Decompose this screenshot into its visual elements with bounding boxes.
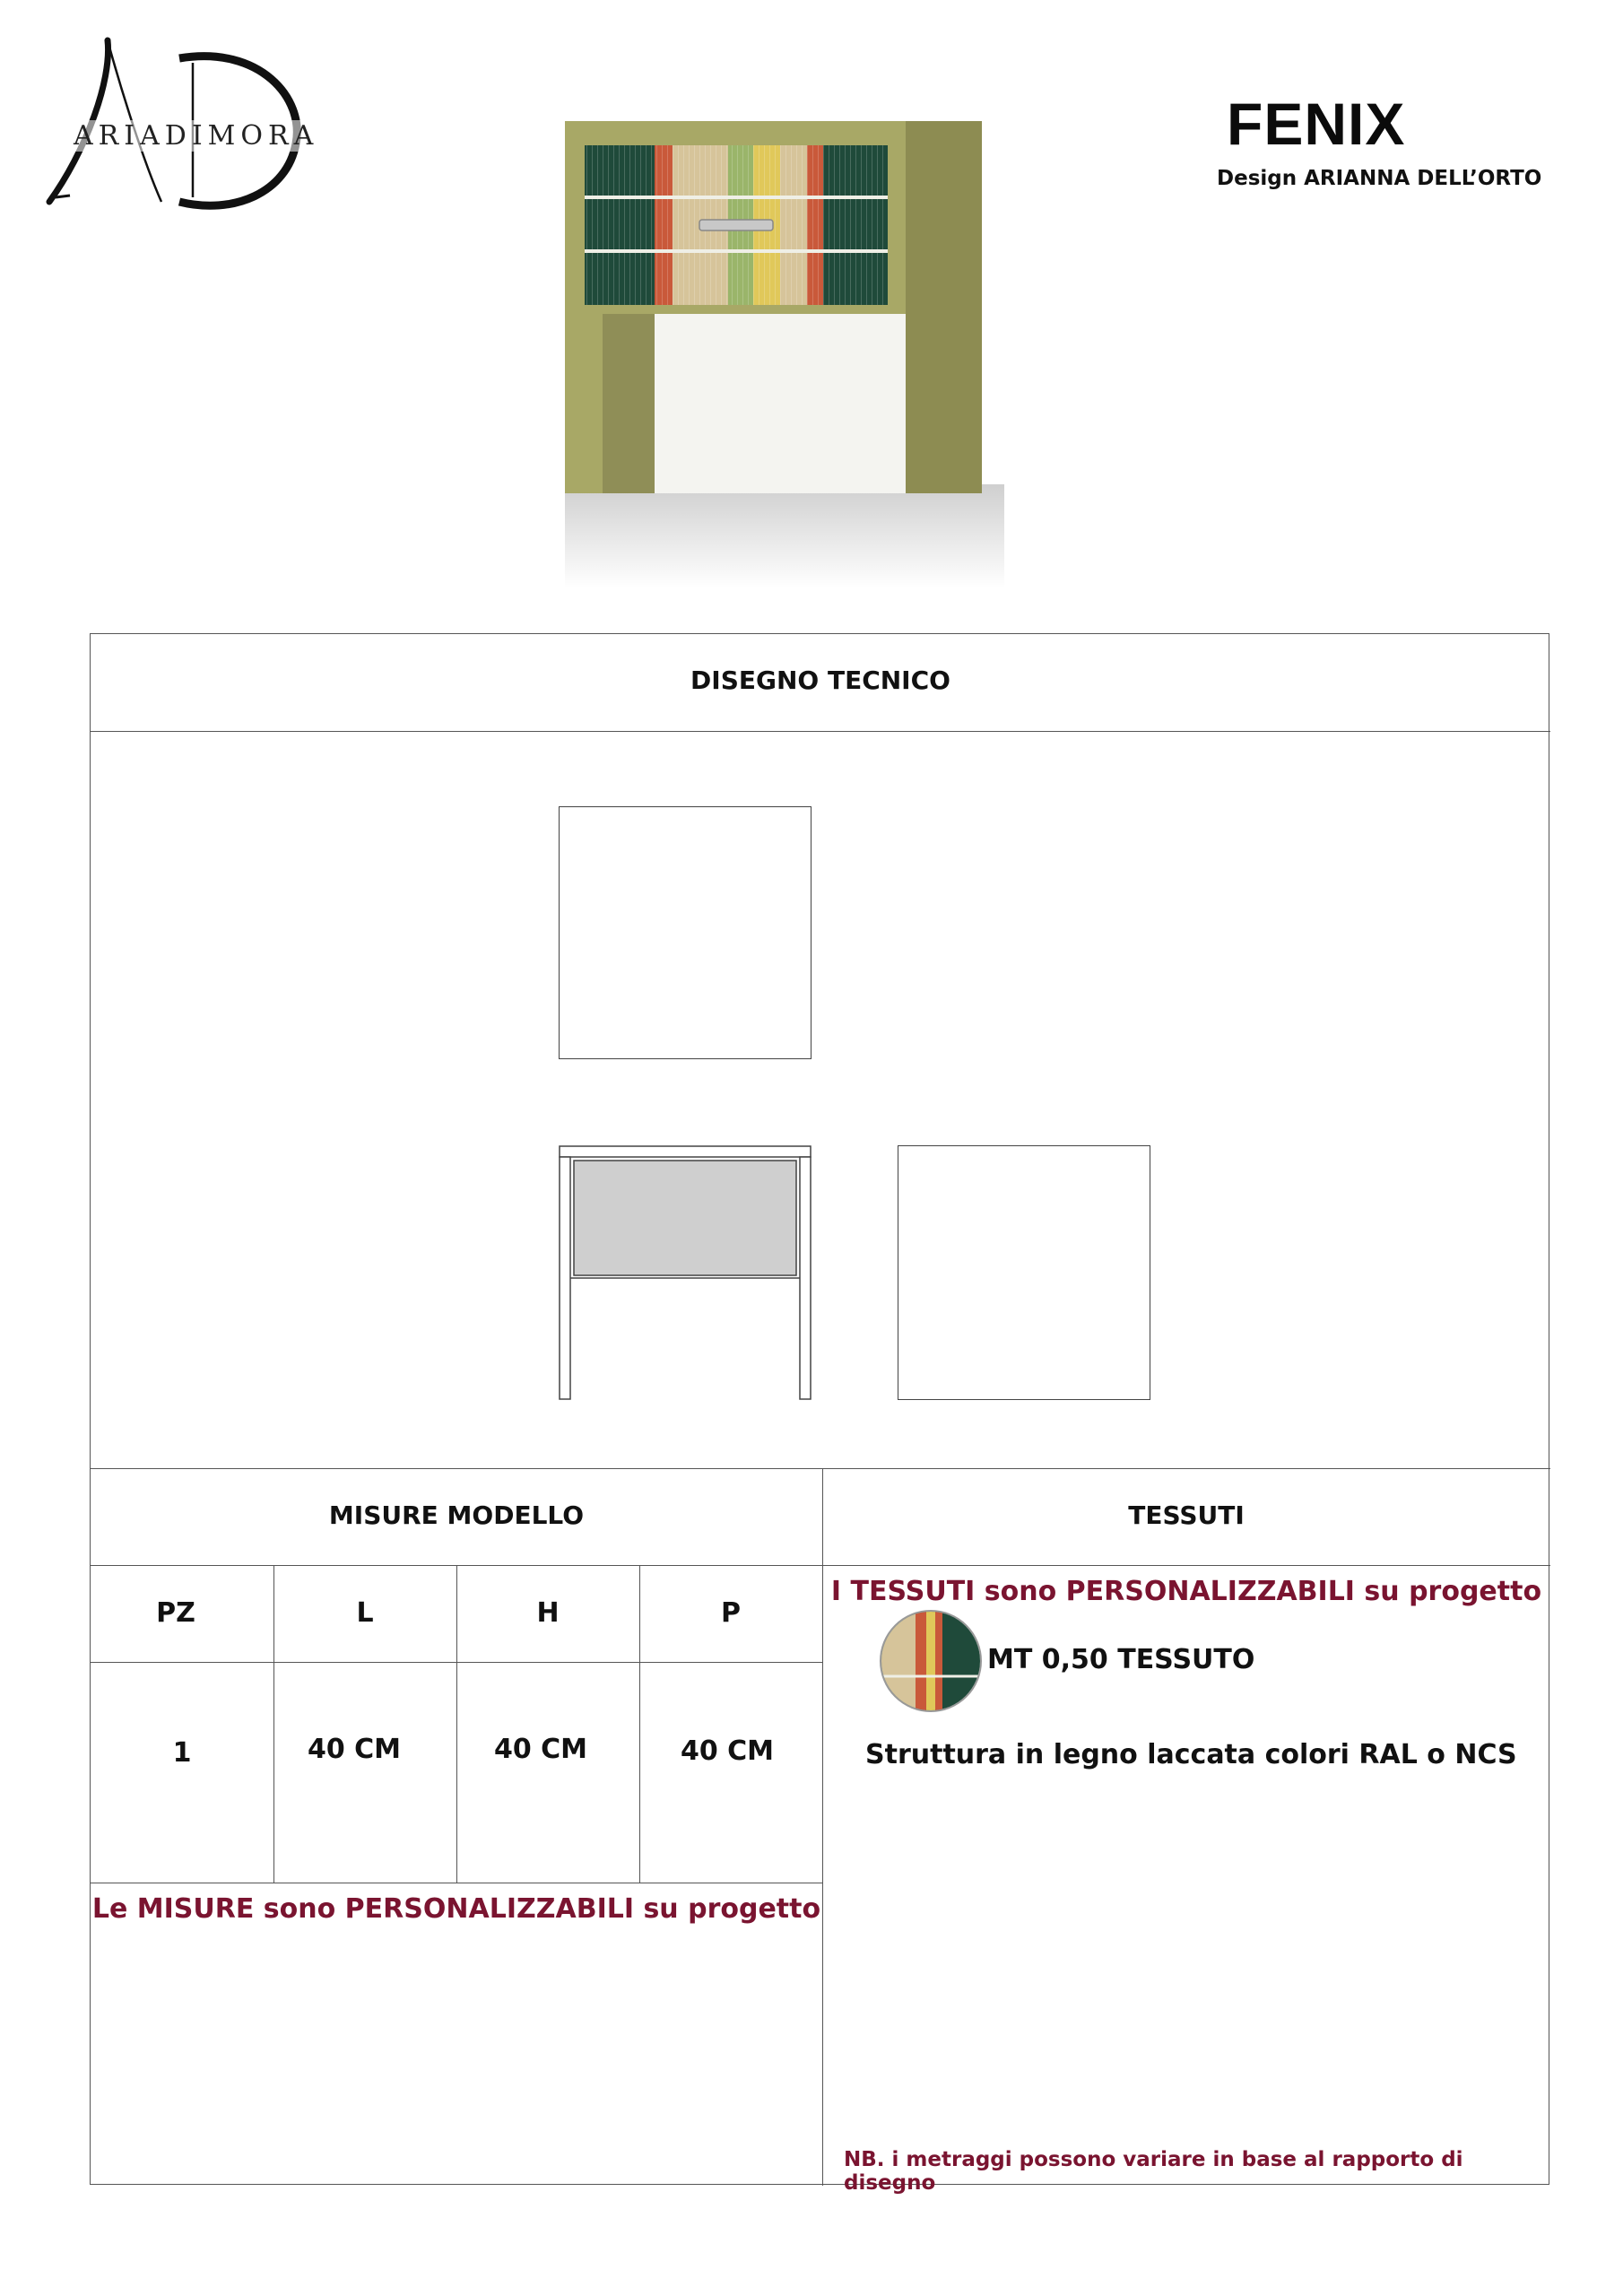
striped-drawer	[585, 145, 888, 305]
drawer-handle-icon	[699, 220, 773, 230]
measures-heading: MISURE MODELLO	[328, 1500, 585, 1530]
designer-credit: Design ARIANNA DELL’ORTO	[1217, 167, 1542, 190]
divider	[91, 1662, 822, 1663]
row-value-h: 40 CM	[493, 1734, 588, 1765]
column-header-h: H	[536, 1597, 560, 1629]
column-header-pz: PZ	[156, 1597, 195, 1629]
row-value-p: 40 CM	[680, 1735, 775, 1767]
technical-sheet	[90, 633, 1549, 2195]
product-title: FENIX	[1227, 91, 1406, 157]
row-value-l: 40 CM	[307, 1734, 402, 1765]
divider	[91, 731, 1550, 732]
fabric-swatch-icon	[880, 1610, 982, 1712]
product-photo	[565, 117, 1004, 588]
side-view-drawing	[898, 1145, 1150, 1400]
technical-drawing-heading: DISEGNO TECNICO	[690, 665, 950, 695]
top-view-drawing	[559, 806, 812, 1059]
footnote: NB. i metraggi possono variare in base al rapporto di disegno	[844, 2148, 1463, 2195]
structure-description: Struttura in legno laccata colori RAL o NCS	[865, 1739, 1517, 1770]
fabric-quantity: MT 0,50 TESSUTO	[987, 1644, 1255, 1675]
brand-logo	[0, 27, 377, 215]
divider	[91, 1468, 1550, 1469]
column-header-p: P	[721, 1597, 741, 1629]
front-view-drawing	[559, 1145, 812, 1400]
fabrics-custom-note: I TESSUTI sono PERSONALIZZABILI su progetto	[830, 1576, 1542, 1607]
fabrics-heading: TESSUTI	[1128, 1500, 1245, 1530]
divider	[91, 1565, 1550, 1566]
column-header-l: L	[356, 1597, 374, 1629]
row-value-pz: 1	[172, 1737, 192, 1769]
measures-custom-note: Le MISURE sono PERSONALIZZABILI su progetto	[91, 1893, 821, 1925]
logo-wordmark: ARIADIMORA	[70, 120, 322, 152]
